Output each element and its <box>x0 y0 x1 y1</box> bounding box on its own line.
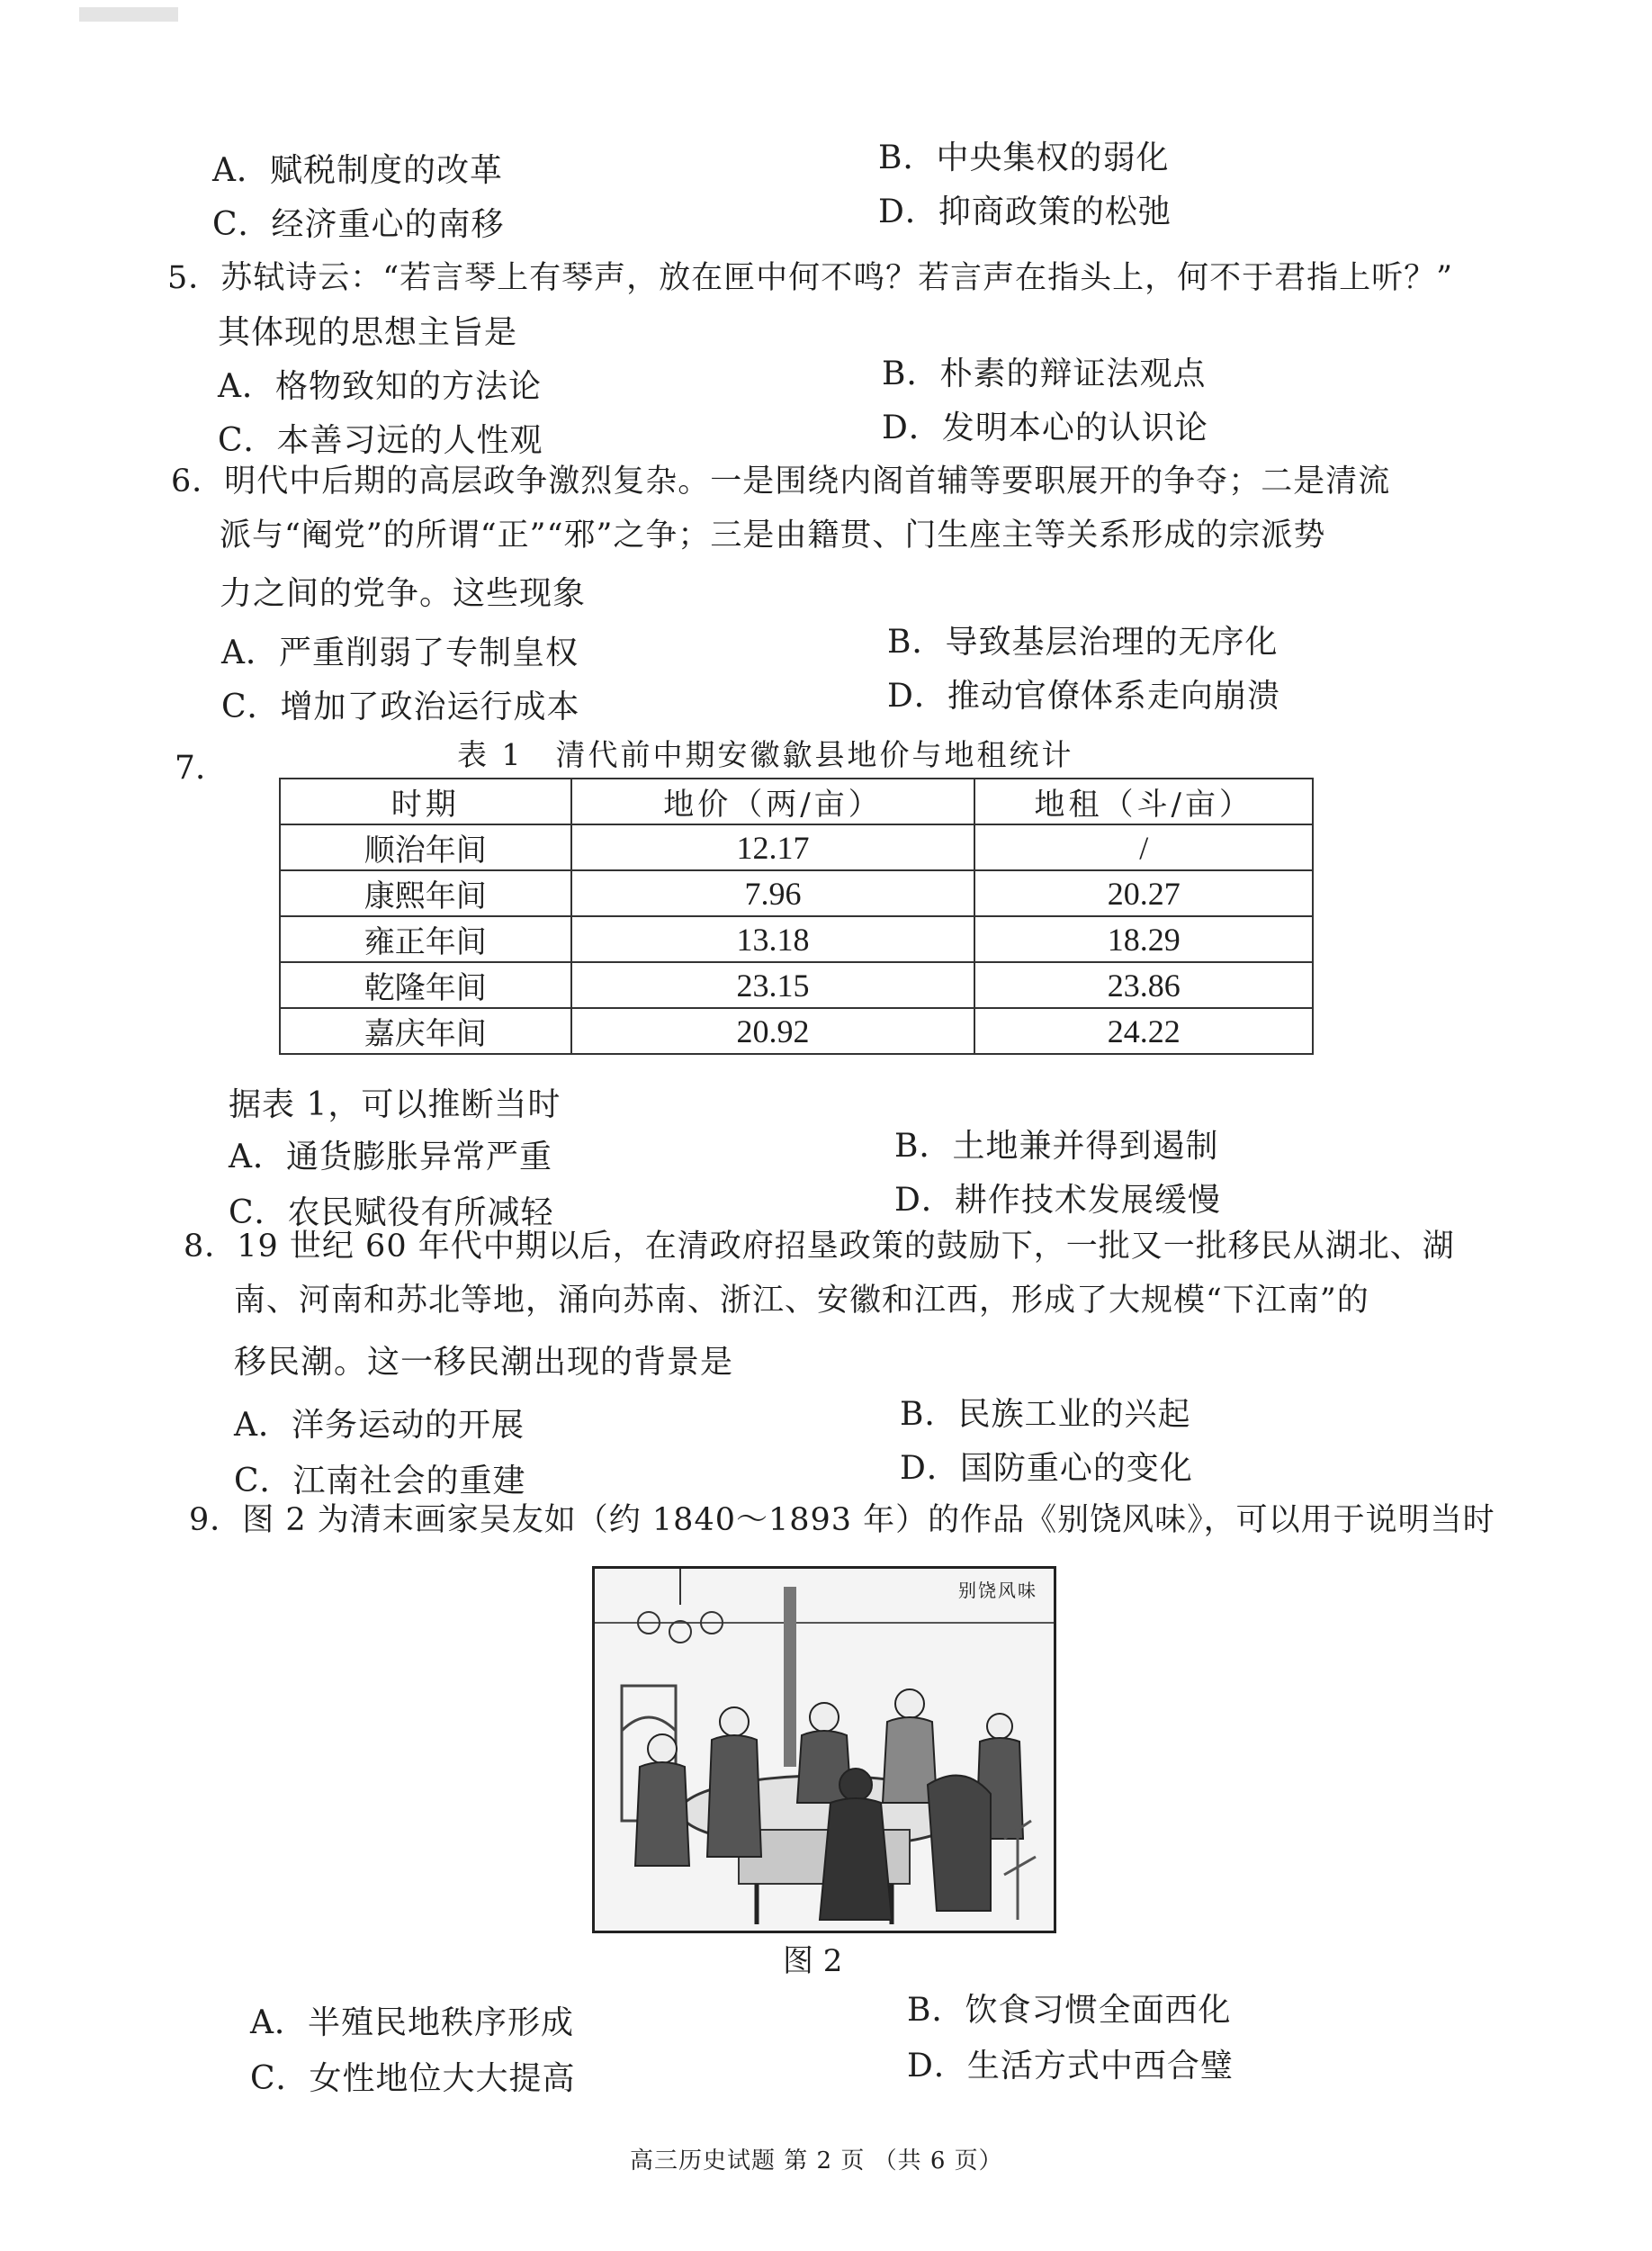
rent-cell: 20.27 <box>974 870 1313 916</box>
q8-option-a: A．洋务运动的开展 <box>234 1407 525 1444</box>
period-cell: 顺治年间 <box>280 824 571 870</box>
figure-2-painting <box>592 1566 1056 1933</box>
period-cell: 雍正年间 <box>280 916 571 962</box>
painting-illustration <box>595 1569 1054 1931</box>
q8-option-c: C．江南社会的重建 <box>234 1463 526 1499</box>
q9-option-c: C．女性地位大大提高 <box>250 2060 576 2097</box>
header-land-price: 地价（两/亩） <box>571 779 975 824</box>
q9-option-d: D．生活方式中西合璧 <box>907 2048 1234 2084</box>
q5-option-d: D．发明本心的认识论 <box>882 410 1208 446</box>
price-cell: 23.15 <box>571 962 975 1008</box>
q5-option-a: A．格物致知的方法论 <box>218 368 542 405</box>
header-period: 时期 <box>280 779 571 824</box>
q9-option-a: A．半殖民地秩序形成 <box>250 2004 574 2041</box>
q5-stem-line2: 其体现的思想主旨是 <box>218 314 518 351</box>
page-footer: 高三历史试题 第 2 页 （共 6 页） <box>630 2147 1003 2174</box>
q5-stem-line1: 5．苏轼诗云：“若言琴上有琴声，放在匣中何不鸣？若言声在指头上，何不于君指上听？” <box>167 260 1454 296</box>
q6-stem-line3: 力之间的党争。这些现象 <box>220 575 587 612</box>
rent-cell: / <box>974 824 1313 870</box>
q6-option-a: A．严重削弱了专制皇权 <box>221 635 579 671</box>
q8-stem-line1: 8．19 世纪 60 年代中期以后，在清政府招垦政策的鼓励下，一批又一批移民从湖北、湖 <box>184 1229 1455 1265</box>
table-row <box>280 824 1313 870</box>
q7-option-d: D．耕作技术发展缓慢 <box>894 1182 1221 1219</box>
q7-option-b: B．土地兼并得到遏制 <box>894 1128 1219 1165</box>
price-cell: 20.92 <box>571 1008 975 1054</box>
period-cell: 康熙年间 <box>280 870 571 916</box>
painting-title: 别饶风味 <box>955 1580 1041 1601</box>
price-cell: 13.18 <box>571 916 975 962</box>
table-row <box>280 870 1313 916</box>
q4-option-a: A．赋税制度的改革 <box>212 152 503 189</box>
table-header-row <box>280 779 1313 824</box>
q4-option-c: C．经济重心的南移 <box>212 206 505 243</box>
q7-option-a: A．通货膨胀异常严重 <box>229 1139 552 1175</box>
q6-option-b: B．导致基层治理的无序化 <box>887 624 1279 661</box>
table-row <box>280 962 1313 1008</box>
q5-option-b: B．朴素的辩证法观点 <box>882 356 1207 392</box>
q7-number: 7. <box>175 750 206 787</box>
price-cell: 12.17 <box>571 824 975 870</box>
q6-stem-line2: 派与“阉党”的所谓“正”“邪”之争；三是由籍贯、门生座主等关系形成的宗派势 <box>220 518 1326 554</box>
scan-artifact <box>79 7 178 22</box>
figure-caption: 图 2 <box>783 1943 843 1979</box>
table-title: 表 1 清代前中期安徽歙县地价与地租统计 <box>457 737 1074 772</box>
q8-stem-line3: 移民潮。这一移民潮出现的背景是 <box>234 1344 734 1381</box>
q7-stem: 据表 1，可以推断当时 <box>229 1086 561 1123</box>
q6-option-c: C．增加了政治运行成本 <box>221 689 580 725</box>
table-row <box>280 916 1313 962</box>
table-row <box>280 1008 1313 1054</box>
q5-option-c: C．本善习远的人性观 <box>218 422 543 459</box>
q4-option-b: B．中央集权的弱化 <box>878 140 1170 176</box>
period-cell: 乾隆年间 <box>280 962 571 1008</box>
land-price-table <box>279 778 1314 1055</box>
q4-option-d: D．抑商政策的松弛 <box>878 194 1172 230</box>
price-cell: 7.96 <box>571 870 975 916</box>
q8-option-b: B．民族工业的兴起 <box>900 1396 1191 1433</box>
q6-option-d: D．推动官僚体系走向崩溃 <box>887 678 1280 715</box>
q8-option-d: D．国防重心的变化 <box>900 1450 1193 1487</box>
q9-option-b: B．饮食习惯全面西化 <box>907 1992 1232 2029</box>
rent-cell: 18.29 <box>974 916 1313 962</box>
rent-cell: 24.22 <box>974 1008 1313 1054</box>
header-land-rent: 地租（斗/亩） <box>974 779 1313 824</box>
q9-stem: 9．图 2 为清末画家吴友如（约 1840～1893 年）的作品《别饶风味》，可以用于说明当时 <box>189 1502 1495 1538</box>
rent-cell: 23.86 <box>974 962 1313 1008</box>
q8-stem-line2: 南、河南和苏北等地，涌向苏南、浙江、安徽和江西，形成了大规模“下江南”的 <box>234 1283 1369 1319</box>
period-cell: 嘉庆年间 <box>280 1008 571 1054</box>
q6-stem-line1: 6．明代中后期的高层政争激烈复杂。一是围绕内阁首辅等要职展开的争夺；二是清流 <box>171 464 1391 500</box>
q7-option-c: C．农民赋役有所减轻 <box>229 1194 554 1231</box>
